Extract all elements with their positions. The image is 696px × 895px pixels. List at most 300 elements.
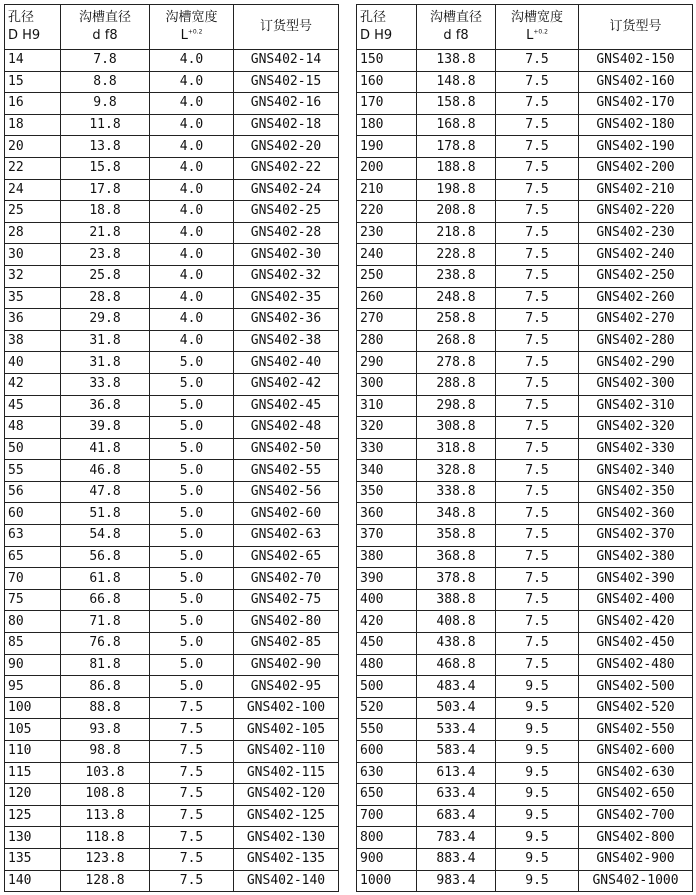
groove-diameter-cell: 15.8 bbox=[61, 157, 150, 179]
table-row bbox=[357, 762, 693, 784]
table-row bbox=[357, 93, 693, 115]
order-number-cell: GNS402-210 bbox=[579, 179, 693, 201]
order-number-cell: GNS402-330 bbox=[579, 438, 693, 460]
groove-diameter-cell: 258.8 bbox=[417, 309, 496, 331]
groove-diameter-cell: 7.8 bbox=[61, 50, 150, 72]
bore-cell: 230 bbox=[357, 222, 417, 244]
groove-width-cell: 7.5 bbox=[496, 438, 579, 460]
groove-width-cell: 5.0 bbox=[150, 352, 234, 374]
groove-diameter-cell: 348.8 bbox=[417, 503, 496, 525]
groove-diameter-cell: 503.4 bbox=[417, 697, 496, 719]
groove-width-cell: 7.5 bbox=[496, 589, 579, 611]
groove-diameter-cell: 613.4 bbox=[417, 762, 496, 784]
order-number-cell: GNS402-150 bbox=[579, 50, 693, 72]
groove-width-cell: 4.0 bbox=[150, 287, 234, 309]
order-number-cell: GNS402-75 bbox=[234, 589, 339, 611]
order-number-cell: GNS402-180 bbox=[579, 114, 693, 136]
table-row bbox=[5, 330, 339, 352]
order-number-cell: GNS402-800 bbox=[579, 827, 693, 849]
groove-diameter-cell: 483.4 bbox=[417, 676, 496, 698]
bore-cell: 65 bbox=[5, 546, 61, 568]
groove-diameter-cell: 148.8 bbox=[417, 71, 496, 93]
groove-diameter-cell: 88.8 bbox=[61, 697, 150, 719]
table-row bbox=[357, 417, 693, 439]
groove-diameter-cell: 76.8 bbox=[61, 633, 150, 655]
table-row bbox=[357, 71, 693, 93]
order-number-cell: GNS402-63 bbox=[234, 525, 339, 547]
groove-width-cell: 4.0 bbox=[150, 136, 234, 158]
groove-width-cell: 4.0 bbox=[150, 50, 234, 72]
header-row bbox=[357, 5, 693, 50]
order-number-cell: GNS402-56 bbox=[234, 481, 339, 503]
groove-width-cell: 7.5 bbox=[496, 93, 579, 115]
groove-diameter-cell: 103.8 bbox=[61, 762, 150, 784]
table-row bbox=[357, 611, 693, 633]
groove-diameter-cell: 583.4 bbox=[417, 741, 496, 763]
groove-width-cell: 7.5 bbox=[496, 568, 579, 590]
bore-cell: 95 bbox=[5, 676, 61, 698]
bore-cell: 220 bbox=[357, 201, 417, 223]
bore-cell: 650 bbox=[357, 784, 417, 806]
groove-width-cell: 7.5 bbox=[150, 848, 234, 870]
order-number-cell: GNS402-14 bbox=[234, 50, 339, 72]
table-row bbox=[357, 395, 693, 417]
order-number-cell: GNS402-1000 bbox=[579, 870, 693, 892]
bore-cell: 48 bbox=[5, 417, 61, 439]
groove-diameter-cell: 368.8 bbox=[417, 546, 496, 568]
table-row bbox=[357, 50, 693, 72]
order-number-cell: GNS402-500 bbox=[579, 676, 693, 698]
groove-diameter-cell: 298.8 bbox=[417, 395, 496, 417]
groove-diameter-cell: 66.8 bbox=[61, 589, 150, 611]
order-number-cell: GNS402-450 bbox=[579, 633, 693, 655]
order-number-cell: GNS402-16 bbox=[234, 93, 339, 115]
bore-cell: 370 bbox=[357, 525, 417, 547]
table-row bbox=[357, 848, 693, 870]
table-row bbox=[5, 417, 339, 439]
table-row bbox=[357, 870, 693, 892]
groove-diameter-cell: 158.8 bbox=[417, 93, 496, 115]
groove-diameter-header: 沟槽直径 d f8 bbox=[417, 5, 496, 50]
bore-cell: 100 bbox=[5, 697, 61, 719]
table-row bbox=[357, 525, 693, 547]
bore-cell: 480 bbox=[357, 654, 417, 676]
table-row bbox=[5, 50, 339, 72]
groove-width-cell: 5.0 bbox=[150, 546, 234, 568]
table-row bbox=[5, 114, 339, 136]
order-number-cell: GNS402-110 bbox=[234, 741, 339, 763]
bore-cell: 1000 bbox=[357, 870, 417, 892]
order-number-cell: GNS402-700 bbox=[579, 805, 693, 827]
table-row bbox=[5, 654, 339, 676]
bore-cell: 700 bbox=[357, 805, 417, 827]
bore-cell: 40 bbox=[5, 352, 61, 374]
order-number-cell: GNS402-28 bbox=[234, 222, 339, 244]
groove-diameter-cell: 308.8 bbox=[417, 417, 496, 439]
bore-cell: 45 bbox=[5, 395, 61, 417]
groove-diameter-cell: 123.8 bbox=[61, 848, 150, 870]
header-row bbox=[5, 5, 339, 50]
groove-width-cell: 9.5 bbox=[496, 719, 579, 741]
bore-cell: 32 bbox=[5, 265, 61, 287]
bore-cell: 120 bbox=[5, 784, 61, 806]
groove-diameter-cell: 983.4 bbox=[417, 870, 496, 892]
bore-cell: 630 bbox=[357, 762, 417, 784]
groove-width-cell: 7.5 bbox=[496, 395, 579, 417]
groove-width-cell: 7.5 bbox=[496, 179, 579, 201]
groove-width-cell: 5.0 bbox=[150, 373, 234, 395]
groove-width-cell: 7.5 bbox=[150, 784, 234, 806]
order-number-cell: GNS402-130 bbox=[234, 827, 339, 849]
groove-width-cell: 7.5 bbox=[496, 157, 579, 179]
bore-cell: 16 bbox=[5, 93, 61, 115]
table-row bbox=[357, 827, 693, 849]
groove-diameter-cell: 168.8 bbox=[417, 114, 496, 136]
groove-diameter-cell: 51.8 bbox=[61, 503, 150, 525]
groove-width-cell: 4.0 bbox=[150, 222, 234, 244]
groove-width-cell: 7.5 bbox=[496, 417, 579, 439]
bore-cell: 35 bbox=[5, 287, 61, 309]
bore-cell: 110 bbox=[5, 741, 61, 763]
groove-diameter-cell: 328.8 bbox=[417, 460, 496, 482]
table-row bbox=[357, 438, 693, 460]
table-row bbox=[5, 265, 339, 287]
table-row bbox=[5, 611, 339, 633]
groove-width-header: 沟槽宽度 $L^{+0.2}$ bbox=[496, 5, 579, 50]
table-row bbox=[357, 352, 693, 374]
groove-width-cell: 4.0 bbox=[150, 93, 234, 115]
groove-diameter-cell: 25.8 bbox=[61, 265, 150, 287]
bore-cell: 75 bbox=[5, 589, 61, 611]
groove-width-cell: 5.0 bbox=[150, 589, 234, 611]
groove-diameter-cell: 128.8 bbox=[61, 870, 150, 892]
groove-width-cell: 7.5 bbox=[496, 481, 579, 503]
table-row bbox=[357, 741, 693, 763]
table-row bbox=[357, 546, 693, 568]
table-row bbox=[5, 546, 339, 568]
groove-diameter-cell: 318.8 bbox=[417, 438, 496, 460]
bore-header: 孔径 D H9 bbox=[357, 5, 417, 50]
bore-cell: 50 bbox=[5, 438, 61, 460]
groove-diameter-cell: 46.8 bbox=[61, 460, 150, 482]
order-number-cell: GNS402-220 bbox=[579, 201, 693, 223]
bore-cell: 180 bbox=[357, 114, 417, 136]
groove-width-cell: 5.0 bbox=[150, 417, 234, 439]
order-number-cell: GNS402-370 bbox=[579, 525, 693, 547]
bore-cell: 55 bbox=[5, 460, 61, 482]
bore-cell: 28 bbox=[5, 222, 61, 244]
table-row bbox=[357, 805, 693, 827]
table-row bbox=[357, 460, 693, 482]
order-number-cell: GNS402-380 bbox=[579, 546, 693, 568]
seal-size-table-left bbox=[4, 4, 339, 892]
order-number-cell: GNS402-190 bbox=[579, 136, 693, 158]
bore-cell: 360 bbox=[357, 503, 417, 525]
bore-cell: 63 bbox=[5, 525, 61, 547]
bore-cell: 250 bbox=[357, 265, 417, 287]
groove-diameter-cell: 408.8 bbox=[417, 611, 496, 633]
table-row bbox=[357, 481, 693, 503]
groove-width-cell: 7.5 bbox=[496, 287, 579, 309]
bore-cell: 160 bbox=[357, 71, 417, 93]
order-number-cell: GNS402-115 bbox=[234, 762, 339, 784]
order-number-cell: GNS402-300 bbox=[579, 373, 693, 395]
table-row bbox=[5, 481, 339, 503]
bore-cell: 420 bbox=[357, 611, 417, 633]
table-row bbox=[5, 633, 339, 655]
order-number-cell: GNS402-390 bbox=[579, 568, 693, 590]
table-row bbox=[5, 93, 339, 115]
table-row bbox=[5, 352, 339, 374]
table-row bbox=[5, 568, 339, 590]
groove-diameter-cell: 683.4 bbox=[417, 805, 496, 827]
groove-diameter-cell: 61.8 bbox=[61, 568, 150, 590]
table-row bbox=[357, 697, 693, 719]
table-row bbox=[5, 719, 339, 741]
table-row bbox=[357, 179, 693, 201]
order-number-cell: GNS402-520 bbox=[579, 697, 693, 719]
groove-diameter-cell: 18.8 bbox=[61, 201, 150, 223]
groove-diameter-cell: 228.8 bbox=[417, 244, 496, 266]
groove-diameter-cell: 783.4 bbox=[417, 827, 496, 849]
bore-cell: 280 bbox=[357, 330, 417, 352]
groove-diameter-cell: 21.8 bbox=[61, 222, 150, 244]
groove-width-cell: 5.0 bbox=[150, 525, 234, 547]
bore-cell: 500 bbox=[357, 676, 417, 698]
order-number-cell: GNS402-230 bbox=[579, 222, 693, 244]
order-number-cell: GNS402-270 bbox=[579, 309, 693, 331]
table-row bbox=[5, 157, 339, 179]
bore-cell: 22 bbox=[5, 157, 61, 179]
table-row bbox=[357, 373, 693, 395]
bore-cell: 135 bbox=[5, 848, 61, 870]
groove-diameter-cell: 29.8 bbox=[61, 309, 150, 331]
table-row bbox=[5, 309, 339, 331]
bore-cell: 330 bbox=[357, 438, 417, 460]
groove-diameter-cell: 218.8 bbox=[417, 222, 496, 244]
order-number-cell: GNS402-100 bbox=[234, 697, 339, 719]
bore-cell: 600 bbox=[357, 741, 417, 763]
groove-width-cell: 7.5 bbox=[496, 330, 579, 352]
bore-cell: 36 bbox=[5, 309, 61, 331]
groove-width-cell: 7.5 bbox=[496, 265, 579, 287]
groove-width-cell: 7.5 bbox=[496, 114, 579, 136]
bore-cell: 14 bbox=[5, 50, 61, 72]
order-number-cell: GNS402-18 bbox=[234, 114, 339, 136]
order-number-cell: GNS402-80 bbox=[234, 611, 339, 633]
bore-cell: 70 bbox=[5, 568, 61, 590]
groove-width-cell: 5.0 bbox=[150, 676, 234, 698]
groove-diameter-cell: 108.8 bbox=[61, 784, 150, 806]
order-number-cell: GNS402-200 bbox=[579, 157, 693, 179]
groove-diameter-header: 沟槽直径 d f8 bbox=[61, 5, 150, 50]
groove-width-cell: 9.5 bbox=[496, 784, 579, 806]
groove-width-cell: 7.5 bbox=[496, 525, 579, 547]
order-number-cell: GNS402-630 bbox=[579, 762, 693, 784]
groove-diameter-cell: 86.8 bbox=[61, 676, 150, 698]
bore-cell: 800 bbox=[357, 827, 417, 849]
order-number-cell: GNS402-48 bbox=[234, 417, 339, 439]
groove-width-cell: 7.5 bbox=[496, 222, 579, 244]
bore-cell: 210 bbox=[357, 179, 417, 201]
groove-width-cell: 7.5 bbox=[496, 633, 579, 655]
order-number-cell: GNS402-30 bbox=[234, 244, 339, 266]
order-number-cell: GNS402-40 bbox=[234, 352, 339, 374]
groove-diameter-cell: 208.8 bbox=[417, 201, 496, 223]
groove-width-cell: 9.5 bbox=[496, 762, 579, 784]
groove-width-cell: 9.5 bbox=[496, 697, 579, 719]
table-row bbox=[357, 309, 693, 331]
groove-diameter-cell: 188.8 bbox=[417, 157, 496, 179]
order-number-header: 订货型号 bbox=[234, 5, 339, 50]
table-row bbox=[5, 784, 339, 806]
groove-diameter-cell: 47.8 bbox=[61, 481, 150, 503]
groove-diameter-cell: 33.8 bbox=[61, 373, 150, 395]
groove-width-cell: 5.0 bbox=[150, 568, 234, 590]
bore-cell: 24 bbox=[5, 179, 61, 201]
groove-diameter-cell: 39.8 bbox=[61, 417, 150, 439]
groove-width-cell: 9.5 bbox=[496, 741, 579, 763]
groove-diameter-cell: 31.8 bbox=[61, 352, 150, 374]
order-number-cell: GNS402-24 bbox=[234, 179, 339, 201]
table-row bbox=[357, 136, 693, 158]
table-row bbox=[5, 697, 339, 719]
bore-cell: 90 bbox=[5, 654, 61, 676]
groove-width-cell: 5.0 bbox=[150, 633, 234, 655]
bore-cell: 270 bbox=[357, 309, 417, 331]
order-number-cell: GNS402-38 bbox=[234, 330, 339, 352]
groove-diameter-cell: 388.8 bbox=[417, 589, 496, 611]
table-row bbox=[357, 633, 693, 655]
groove-diameter-cell: 633.4 bbox=[417, 784, 496, 806]
order-number-cell: GNS402-170 bbox=[579, 93, 693, 115]
groove-diameter-cell: 268.8 bbox=[417, 330, 496, 352]
groove-width-cell: 4.0 bbox=[150, 71, 234, 93]
groove-diameter-cell: 198.8 bbox=[417, 179, 496, 201]
table-row bbox=[5, 395, 339, 417]
order-number-cell: GNS402-550 bbox=[579, 719, 693, 741]
bore-cell: 290 bbox=[357, 352, 417, 374]
groove-width-cell: 5.0 bbox=[150, 503, 234, 525]
bore-cell: 56 bbox=[5, 481, 61, 503]
groove-diameter-cell: 438.8 bbox=[417, 633, 496, 655]
order-number-cell: GNS402-260 bbox=[579, 287, 693, 309]
order-number-cell: GNS402-125 bbox=[234, 805, 339, 827]
bore-cell: 130 bbox=[5, 827, 61, 849]
bore-cell: 300 bbox=[357, 373, 417, 395]
groove-width-cell: 5.0 bbox=[150, 395, 234, 417]
bore-cell: 18 bbox=[5, 114, 61, 136]
bore-cell: 25 bbox=[5, 201, 61, 223]
order-number-cell: GNS402-140 bbox=[234, 870, 339, 892]
groove-diameter-cell: 36.8 bbox=[61, 395, 150, 417]
table-row bbox=[357, 287, 693, 309]
order-number-cell: GNS402-240 bbox=[579, 244, 693, 266]
groove-width-cell: 5.0 bbox=[150, 438, 234, 460]
table-row bbox=[5, 287, 339, 309]
groove-diameter-cell: 113.8 bbox=[61, 805, 150, 827]
bore-header: 孔径 D H9 bbox=[5, 5, 61, 50]
table-row bbox=[357, 503, 693, 525]
order-number-cell: GNS402-105 bbox=[234, 719, 339, 741]
groove-width-cell: 7.5 bbox=[496, 611, 579, 633]
table-row bbox=[357, 330, 693, 352]
order-number-cell: GNS402-650 bbox=[579, 784, 693, 806]
table-row bbox=[5, 136, 339, 158]
groove-diameter-cell: 11.8 bbox=[61, 114, 150, 136]
table-row bbox=[5, 373, 339, 395]
bore-cell: 400 bbox=[357, 589, 417, 611]
groove-width-cell: 5.0 bbox=[150, 611, 234, 633]
bore-cell: 30 bbox=[5, 244, 61, 266]
order-number-cell: GNS402-15 bbox=[234, 71, 339, 93]
table-row bbox=[357, 265, 693, 287]
table-row bbox=[5, 503, 339, 525]
order-number-cell: GNS402-320 bbox=[579, 417, 693, 439]
groove-diameter-cell: 28.8 bbox=[61, 287, 150, 309]
groove-diameter-cell: 54.8 bbox=[61, 525, 150, 547]
groove-diameter-cell: 138.8 bbox=[417, 50, 496, 72]
table-row bbox=[357, 114, 693, 136]
order-number-cell: GNS402-360 bbox=[579, 503, 693, 525]
table-row bbox=[5, 870, 339, 892]
groove-width-cell: 4.0 bbox=[150, 330, 234, 352]
order-number-cell: GNS402-25 bbox=[234, 201, 339, 223]
groove-diameter-cell: 358.8 bbox=[417, 525, 496, 547]
groove-width-cell: 5.0 bbox=[150, 654, 234, 676]
table-row bbox=[357, 568, 693, 590]
table-row bbox=[357, 719, 693, 741]
table-row bbox=[5, 805, 339, 827]
groove-width-cell: 9.5 bbox=[496, 827, 579, 849]
bore-cell: 390 bbox=[357, 568, 417, 590]
order-number-cell: GNS402-36 bbox=[234, 309, 339, 331]
groove-width-cell: 7.5 bbox=[496, 50, 579, 72]
bore-cell: 900 bbox=[357, 848, 417, 870]
groove-diameter-cell: 178.8 bbox=[417, 136, 496, 158]
groove-width-cell: 7.5 bbox=[496, 352, 579, 374]
bore-cell: 125 bbox=[5, 805, 61, 827]
order-number-cell: GNS402-42 bbox=[234, 373, 339, 395]
order-number-cell: GNS402-50 bbox=[234, 438, 339, 460]
groove-diameter-cell: 248.8 bbox=[417, 287, 496, 309]
groove-diameter-cell: 468.8 bbox=[417, 654, 496, 676]
groove-width-cell: 7.5 bbox=[496, 201, 579, 223]
order-number-cell: GNS402-70 bbox=[234, 568, 339, 590]
order-number-cell: GNS402-420 bbox=[579, 611, 693, 633]
bore-cell: 520 bbox=[357, 697, 417, 719]
table-row bbox=[357, 784, 693, 806]
groove-diameter-cell: 9.8 bbox=[61, 93, 150, 115]
order-number-cell: GNS402-60 bbox=[234, 503, 339, 525]
groove-diameter-cell: 31.8 bbox=[61, 330, 150, 352]
order-number-cell: GNS402-65 bbox=[234, 546, 339, 568]
groove-width-cell: 7.5 bbox=[496, 654, 579, 676]
groove-width-cell: 7.5 bbox=[496, 503, 579, 525]
groove-diameter-cell: 41.8 bbox=[61, 438, 150, 460]
groove-width-cell: 7.5 bbox=[150, 741, 234, 763]
groove-width-cell: 5.0 bbox=[150, 481, 234, 503]
order-number-cell: GNS402-85 bbox=[234, 633, 339, 655]
bore-cell: 15 bbox=[5, 71, 61, 93]
table-row bbox=[5, 525, 339, 547]
groove-diameter-cell: 13.8 bbox=[61, 136, 150, 158]
table-row bbox=[357, 676, 693, 698]
groove-width-cell: 9.5 bbox=[496, 676, 579, 698]
order-number-cell: GNS402-290 bbox=[579, 352, 693, 374]
order-number-cell: GNS402-160 bbox=[579, 71, 693, 93]
bore-cell: 42 bbox=[5, 373, 61, 395]
